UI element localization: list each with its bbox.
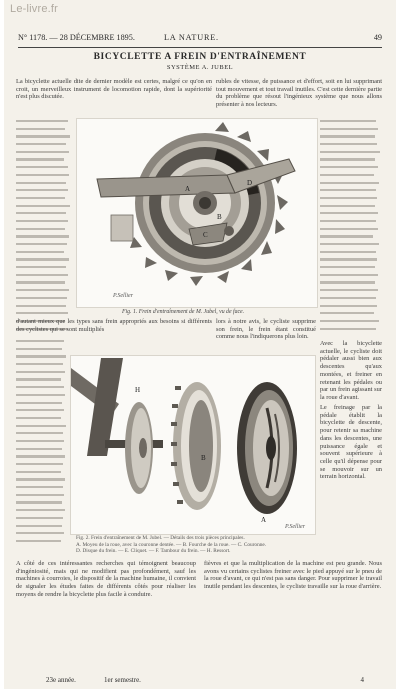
figure-2-caption-line-1: A. Moyeu de la roue, avec la couronne dentée. — B. Fourche de la roue. — C. Couronne. bbox=[76, 541, 267, 548]
figure-2-caption bbox=[76, 535, 312, 555]
figure-2-letter-a: A bbox=[261, 516, 267, 524]
footer-year: 23e année. bbox=[46, 676, 76, 684]
intro-text: La bicyclette actuelle dite de dernier modèle est certes, malgré ce qu'on en croit, un merveilleux instrument de locomotion rapide, dont la supériorité n'est plus discutée. bbox=[16, 78, 212, 101]
middle-left-text: d'autant mieux que les types sans frein appropriés aux besoins si différents des cyclistes qui se sont multipliés bbox=[16, 318, 212, 333]
figure-2-label: Fig. 2. bbox=[76, 535, 90, 541]
figure-2-caption-text: Frein d'entraînement de M. Jubel. — Détails des trois pièces principales. bbox=[91, 535, 245, 541]
figure-1-letter-a: A bbox=[185, 185, 191, 193]
figure-2-caption-line-2: D. Disque du frein. — E. Cliquet. — F. Tambour du frein. — H. Ressort. bbox=[76, 548, 231, 555]
figure-1-signature: P.Sellier bbox=[113, 293, 134, 299]
page-header bbox=[18, 33, 382, 45]
figure-2-signature: P.Sellier bbox=[285, 524, 306, 530]
figure-1-caption bbox=[122, 309, 244, 315]
figure-1-caption-text: Frein d'entraînement de M. Jubel, vu de face. bbox=[138, 309, 245, 315]
article-subtitle: SYSTÈME A. JUBEL bbox=[166, 64, 234, 71]
figure-2-illustration bbox=[71, 356, 315, 534]
footer-semester: 1er semestre. bbox=[104, 676, 141, 684]
magazine-title: LA NATURE. bbox=[164, 33, 219, 42]
figure-2-letter-h: H bbox=[135, 386, 141, 394]
figure-1-label: Fig. 1. bbox=[122, 309, 138, 315]
figure-1-letter-c: C bbox=[203, 231, 208, 239]
bottom-left-text: A côté de ces intéressantes recherches qui témoignent beaucoup d'ingéniosité, mais qui ne modifient pas profondément, sauf les machines à courroies, le dispositif de la machine humaine, il convient de signaler les études faites de différents côtés pour réaliser les moyens de rendre la bicyclette plus facile à conduire. bbox=[16, 560, 196, 598]
page-footer bbox=[18, 676, 382, 686]
right-column-lines bbox=[320, 120, 382, 338]
magazine-page bbox=[4, 0, 396, 689]
footer-sheet-number: 4 bbox=[360, 676, 364, 684]
left-column-mid-lines bbox=[16, 340, 68, 550]
header-rule bbox=[18, 47, 382, 48]
article-title: BICYCLETTE A FREIN D'ENTRAÎNEMENT bbox=[93, 52, 307, 62]
right-column-mid: Avec la bicyclette actuelle, le cycliste doit pédaler aussi bien aux descentes qu'aux montées, et freiner en retenant les pédales ou par un frein agissant sur la roue d'avant. bbox=[320, 340, 382, 401]
middle-right-text: lors à notre avis, le cycliste supprime son frein, le frein étant constitué comme nous l'indiquerons plus loin. bbox=[216, 318, 316, 341]
figure-1-letter-b: B bbox=[217, 213, 222, 221]
figure-2-letter-b: B bbox=[201, 454, 206, 462]
figure-1 bbox=[76, 118, 318, 308]
watermark: Le-livre.fr bbox=[10, 3, 59, 15]
figure-2 bbox=[70, 355, 316, 535]
left-column-lines bbox=[16, 120, 72, 338]
bottom-right-text: fièvres et que la multiplication de la machine est peu grande. Nous avons vu certains cyclistes freiner avec le pied appuyé sur le pneu de la roue d'avant, ce qui n'est pas sans danger. Pour supprimer le travail inutile pendant les descentes, le cycliste travaille sur la roue d'arrière. bbox=[204, 560, 382, 591]
figure-1-illustration bbox=[77, 119, 317, 307]
page-number: 49 bbox=[373, 33, 382, 42]
right-column-lower: Le freinage par la pédale établit la bicyclette de descente, pour retenir sa machine dans les descentes, une puissance égale et souvent supérieure à celle qu'il dépense pour se mouvoir sur un terrain horizontal. bbox=[320, 404, 382, 481]
right-column-top: rubles de vitesse, de puissance et d'effort, soit en lui supprimant tout mouvement et tout travail inutiles. C'est cette dernière partie du problème que résout l'ingénieux système que nous allons présenter à nos lecteurs. bbox=[216, 78, 382, 109]
issue-number: N° 1178. — 28 DÉCEMBRE 1895. bbox=[18, 33, 135, 42]
figure-1-letter-d: D bbox=[247, 179, 253, 187]
